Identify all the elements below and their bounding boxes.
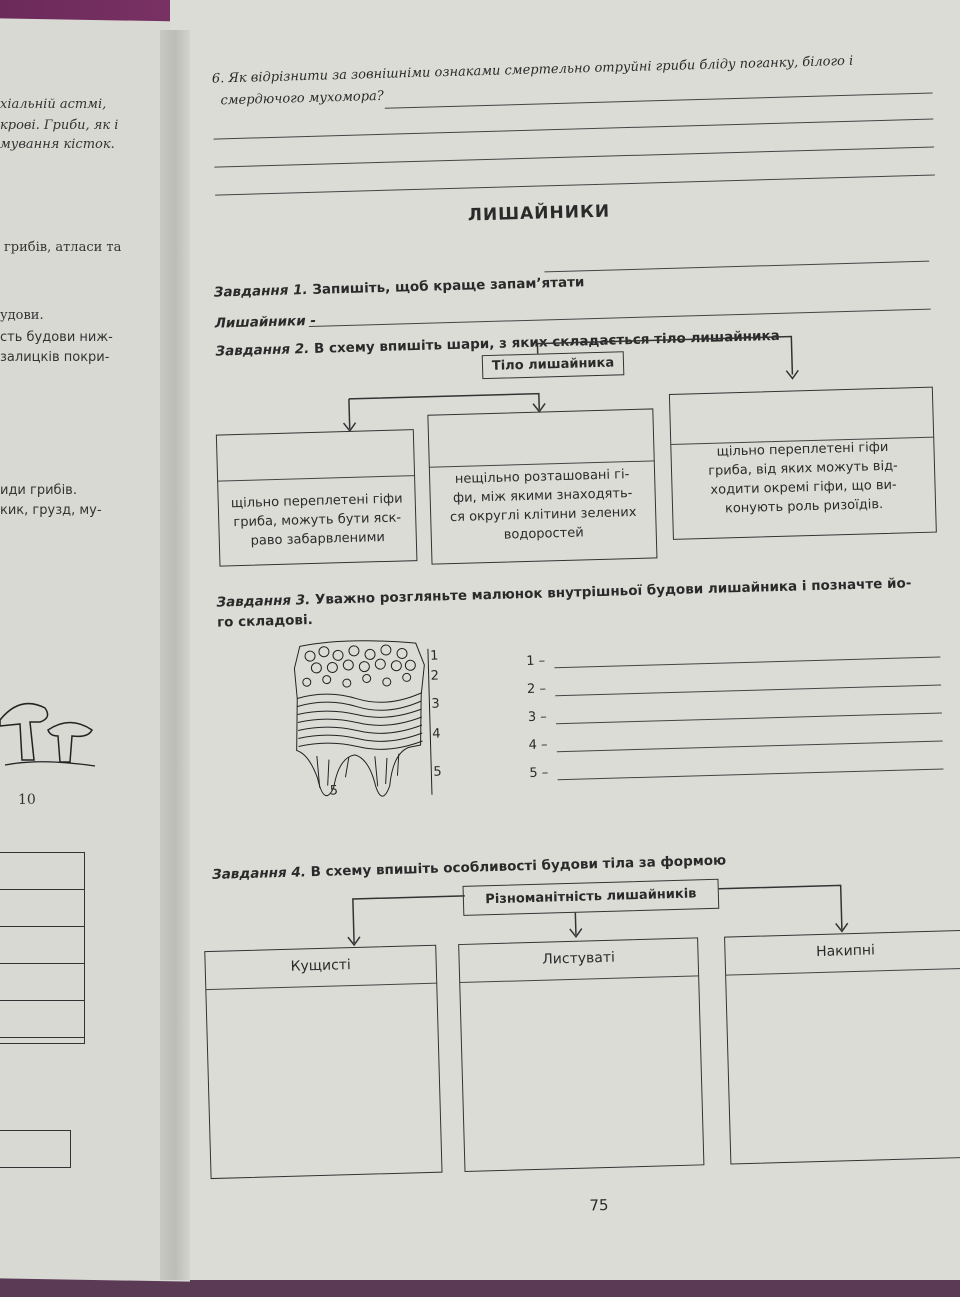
left-text-5: удови. <box>0 308 44 323</box>
task-2-text: В схему впишіть шари, з яких складається тіло лишайника <box>313 327 780 357</box>
left-text-9: кик, грузд, му- <box>0 503 102 518</box>
figure-label-4: 4 <box>432 726 441 742</box>
answer-line-4[interactable] <box>557 740 943 752</box>
form-column-3 <box>724 930 960 1165</box>
question-6-number: 6. <box>211 71 225 87</box>
answer-line-3[interactable] <box>556 712 942 724</box>
left-text-8: иди грибів. <box>0 483 77 498</box>
task-2-header: Тіло лишайника <box>482 351 625 379</box>
task-4-label: Завдання 4. <box>211 864 307 883</box>
question-6-text: Як відрізнити за зовнішніми ознаками смертельно отруйні гриби бліду поганку, білого і <box>228 53 854 87</box>
layer-box-2-line: ся округлі клітини зелених <box>449 504 637 526</box>
form-column-3-title: Накипні <box>815 942 876 961</box>
answer-label-3: 3 – <box>527 709 547 726</box>
form-column-1-title: Кущисті <box>290 957 352 975</box>
task-1-label: Завдання 1. <box>213 282 308 301</box>
task-1-term: Лишайники - <box>214 312 317 332</box>
left-page-number: 10 <box>18 792 36 808</box>
left-text-7: залицків покри- <box>0 350 110 365</box>
layer-box-1-line: гриба, можуть бути яск- <box>233 510 402 531</box>
layer-box-3-line: ходити окремі гіфи, що ви- <box>710 477 897 498</box>
task-4-header: Різноманітність лишайників <box>463 879 720 916</box>
layer-box-3-line: конують роль ризоїдів. <box>724 497 884 517</box>
layer-box-2-line: водоростей <box>503 525 584 543</box>
section-title: ЛИШАЙНИКИ <box>467 201 611 226</box>
layer-box-1-description <box>218 489 418 552</box>
form-column-2-title: Листуваті <box>542 949 616 968</box>
form-column-2 <box>458 937 704 1172</box>
layer-box-3-description <box>670 437 936 520</box>
layer-box-3-line: гриба, від яких можуть від- <box>708 458 898 479</box>
layer-box-1-line: щільно переплетені гіфи <box>230 491 403 512</box>
figure-label-2: 2 <box>430 668 440 684</box>
page-number: 75 <box>589 1195 609 1215</box>
left-text-6: сть будови ниж- <box>0 330 113 345</box>
figure-label-3: 3 <box>431 696 440 712</box>
left-text-3: мування кісток. <box>0 137 115 152</box>
figure-label-5-bottom: 5 <box>329 783 339 799</box>
question-6-text-2: смердючого мухомора? <box>220 88 384 109</box>
task-3-label: Завдання 3. <box>216 592 311 611</box>
task-4-text: В схему впишіть особливості будови тіла за формою <box>310 852 727 881</box>
task-2-label: Завдання 2. <box>215 341 310 360</box>
task-3-text: Уважно розгляньте малюнок внутрішньої будови лишайника і позначте йо- <box>314 575 912 608</box>
answer-line-2[interactable] <box>555 684 941 696</box>
layer-box-2-line: фи, між якими знаходять- <box>452 486 633 507</box>
left-text-2: крові. Гриби, як і <box>0 118 119 133</box>
layer-box-2-line: нещільно розташовані гі- <box>454 467 630 487</box>
left-text-4: грибів, атласи та <box>4 240 122 255</box>
figure-label-1: 1 <box>429 648 439 664</box>
form-column-1 <box>204 945 442 1179</box>
answer-label-5: 5 – <box>529 765 549 782</box>
answer-label-1: 1 – <box>526 653 546 670</box>
layer-box-2-description <box>429 464 657 546</box>
left-text-1: хіальній астмі, <box>0 97 107 112</box>
answer-label-4: 4 – <box>528 737 548 754</box>
answer-line-5[interactable] <box>558 768 944 780</box>
task-3-text-2: го складові. <box>216 612 313 631</box>
answer-line-1[interactable] <box>554 657 940 669</box>
answer-label-2: 2 – <box>526 681 547 698</box>
figure-label-5: 5 <box>433 764 442 780</box>
layer-box-3-line: щільно переплетені гіфи <box>716 439 889 460</box>
task-1-text: Запишіть, щоб краще запам’ятати <box>312 274 585 298</box>
layer-box-1-line: раво забарвленими <box>250 529 386 549</box>
